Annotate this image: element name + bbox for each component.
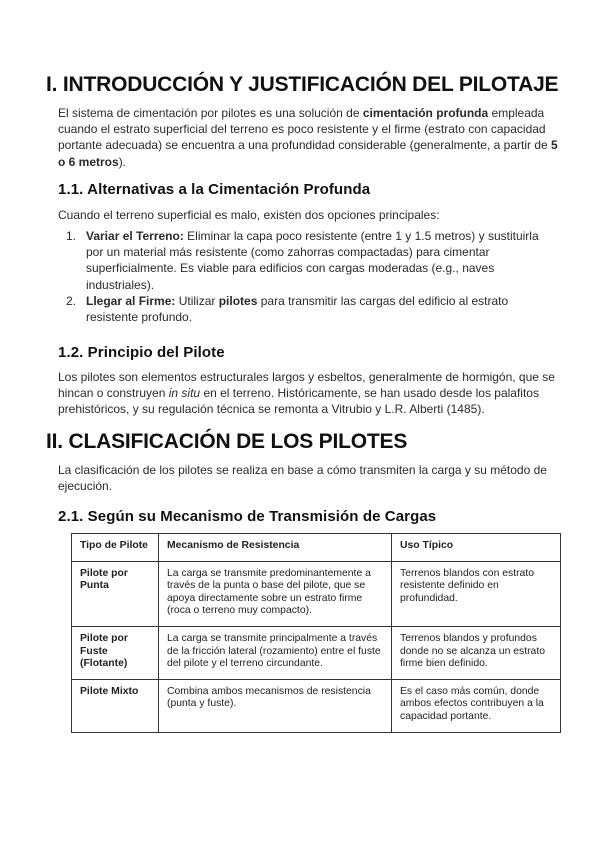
table-cell: Es el caso más común, donde ambos efectos contribuyen a la capacidad portante. [392,679,561,732]
subsection-1-1-intro: Cuando el terreno superficial es malo, existen dos opciones principales: [58,208,440,222]
table-cell: Pilote Mixto [72,679,159,732]
subsection-2-1-title: 2.1. Según su Mecanismo de Transmisión de Cargas [58,508,437,525]
list-item: 2. Llegar al Firme: Utilizar pilotes para transmitir las cargas del edificio al estrato resistente profundo. [66,294,509,325]
subsection-1-1-title: 1.1. Alternativas a la Cimentación Profunda [58,181,371,198]
table-header-cell: Mecanismo de Resistencia [159,534,392,562]
table-header-cell: Tipo de Pilote [72,534,159,562]
table-cell: Terrenos blandos y profundos donde no se alcanza un estrato firme bien definido. [392,626,561,679]
section-2-intro: La clasificación de los pilotes se realiza en base a cómo transmiten la carga y su método de ejecución. [58,463,547,494]
table-cell: Terrenos blandos con estrato resistente definido en profundidad. [392,561,561,626]
subsection-1-2-title: 1.2. Principio del Pilote [58,344,225,361]
pile-classification-table [71,533,561,733]
section-1-intro: El sistema de cimentación por pilotes es una solución de cimentación profunda empleada cuando el estrato superficial del terreno es poco resistente y el firme (estrato con capacidad portante adecuada) se encuentra a una profundidad considerable (generalmente, a partir de 5 o 6 metros). [58,106,558,169]
section-2-title: II. CLASIFICACIÓN DE LOS PILOTES [46,430,408,453]
subsection-1-2-body: Los pilotes son elementos estructurales largos y esbeltos, generalmente de hormigón, que se hincan o construyen in situ en el terreno. Históricamente, se han usado desde los palafitos prehistóricos, y su regulación técnica se remonta a Vitrubio y L.R. Alberti (1485). [58,370,555,417]
list-item: 1. Variar el Terreno: Eliminar la capa poco resistente (entre 1 y 1.5 metros) y sustituirla por un material más resistente (como zahorras compactadas) para cimentar superficialmente. Es viable para edificios con cargas moderadas (e.g., naves industriales). [66,229,539,292]
table-header-cell: Uso Típico [392,534,561,562]
table-row [72,626,561,679]
table-row [72,561,561,626]
table-cell: Combina ambos mecanismos de resistencia (punta y fuste). [159,679,392,732]
table-cell: La carga se transmite principalmente a través de la fricción lateral (rozamiento) entre el fuste del pilote y el terreno circundante. [159,626,392,679]
table-cell: La carga se transmite predominantemente a través de la punta o base del pilote, que se apoya directamente sobre un estrato firme (roca o terreno muy compacto). [159,561,392,626]
table-row [72,679,561,732]
table-header-row [72,534,561,562]
section-1-title: I. INTRODUCCIÓN Y JUSTIFICACIÓN DEL PILOTAJE [46,73,559,96]
table-cell: Pilote por Punta [72,561,159,626]
table-cell: Pilote por Fuste (Flotante) [72,626,159,679]
